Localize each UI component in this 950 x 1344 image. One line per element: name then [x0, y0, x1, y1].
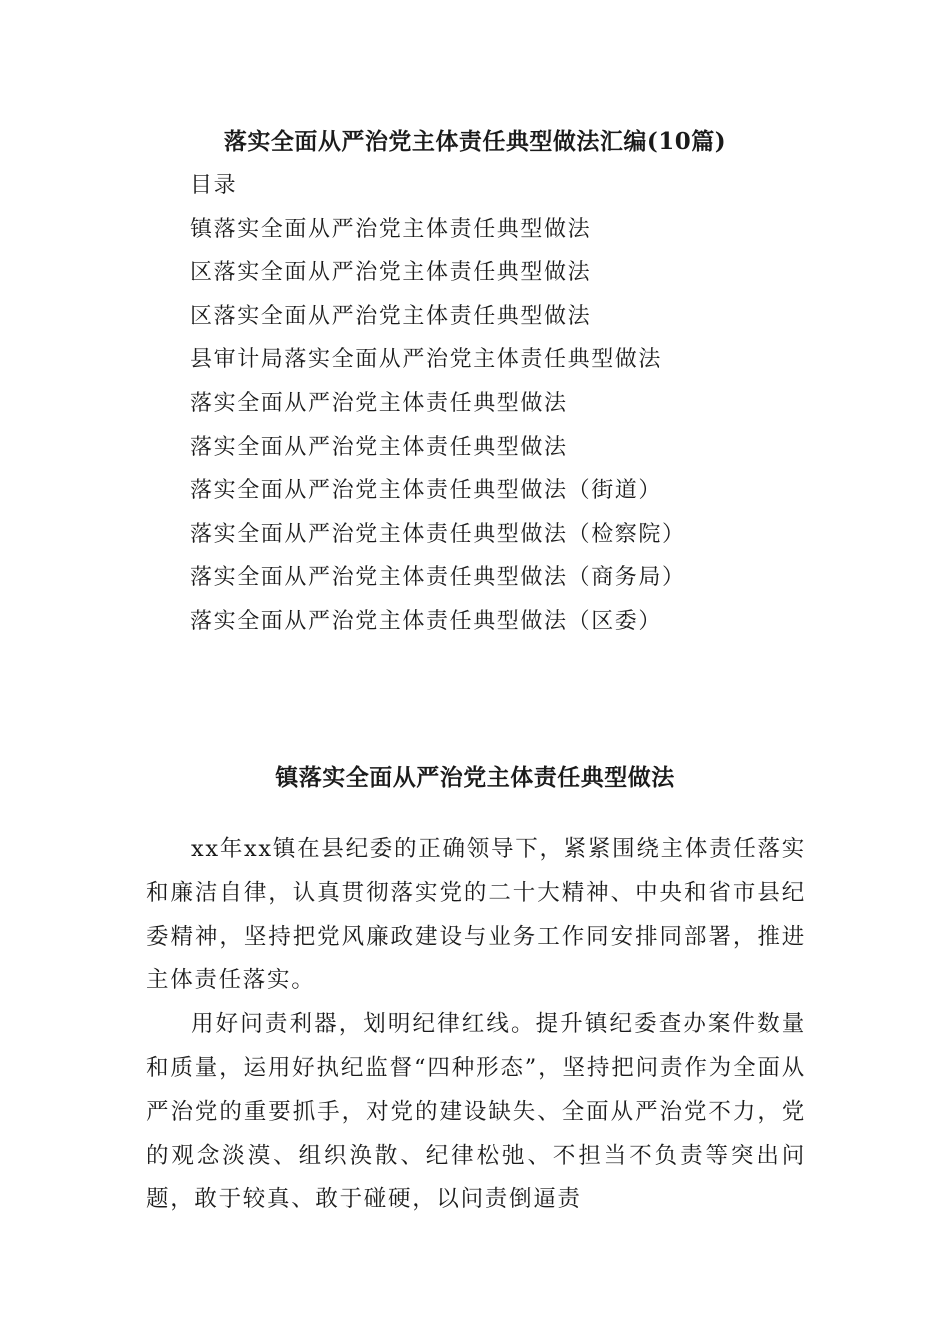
toc-item: 区落实全面从严治党主体责任典型做法: [190, 260, 592, 286]
toc-item: 落实全面从严治党主体责任典型做法（区委）: [190, 608, 663, 634]
toc-item: 镇落实全面从严治党主体责任典型做法: [190, 216, 592, 242]
toc-item: 县审计局落实全面从严治党主体责任典型做法: [190, 347, 663, 373]
toc-item: 落实全面从严治党主体责任典型做法: [190, 390, 568, 416]
body-paragraph: 用好问责利器，划明纪律红线。提升镇纪委查办案件数量和质量，运用好执纪监督“四种形态”，坚持把问责作为全面从严治党的重要抓手，对党的建设缺失、全面从严治党不力，党的观念淡漠、组织涣散、纪律松弛、不担当不负责等突出问题，敢于较真、敢于碰硬，以问责倒逼责: [146, 1011, 806, 1213]
section-title: 镇落实全面从严治党主体责任典型做法: [275, 764, 675, 791]
body-paragraph: xx年xx镇在县纪委的正确领导下，紧紧围绕主体责任落实和廉洁自律，认真贯彻落实党的二十大精神、中央和省市县纪委精神，坚持把党风廉政建设与业务工作同安排同部署，推进主体责任落实。: [146, 836, 806, 994]
toc-item: 落实全面从严治党主体责任典型做法（检察院）: [190, 521, 686, 547]
toc-item: 落实全面从严治党主体责任典型做法（商务局）: [190, 565, 686, 591]
toc-heading: 目录: [190, 173, 238, 198]
document-title: 落实全面从严治党主体责任典型做法汇编(10篇): [223, 128, 727, 155]
toc-item: 区落实全面从严治党主体责任典型做法: [190, 303, 592, 329]
section-body: [146, 828, 806, 1222]
toc-item: 落实全面从严治党主体责任典型做法: [190, 434, 568, 460]
table-of-contents: [190, 164, 810, 644]
toc-item: 落实全面从严治党主体责任典型做法（街道）: [190, 478, 663, 504]
